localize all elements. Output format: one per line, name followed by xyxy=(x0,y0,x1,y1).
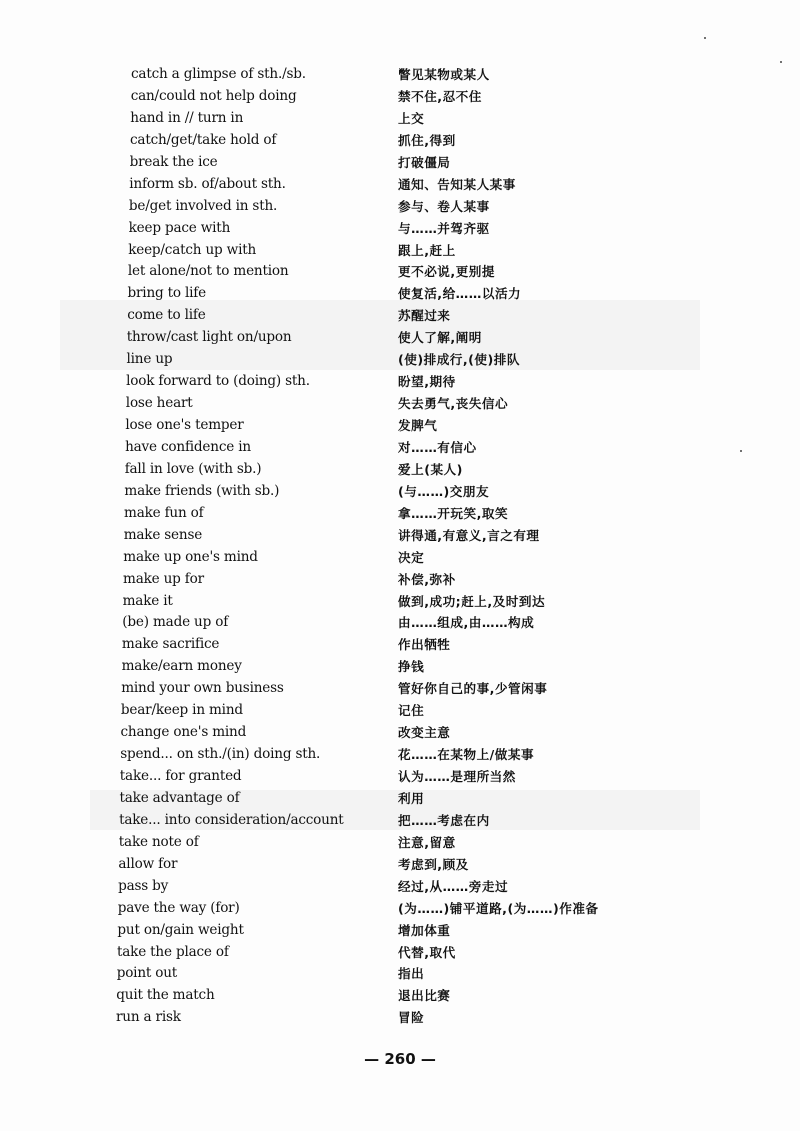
phrase-english: keep pace with xyxy=(128,219,231,236)
phrase-english: make fun of xyxy=(124,504,204,521)
phrase-chinese: 指出 xyxy=(398,966,425,982)
phrase-english: lose one's temper xyxy=(125,417,244,433)
phrase-english: mind your own business xyxy=(121,680,284,697)
phrase-row xyxy=(0,152,800,174)
phrase-english: pass by xyxy=(118,877,169,894)
phrase-chinese: 补偿,弥补 xyxy=(398,571,456,587)
phrase-english: make it xyxy=(122,592,173,609)
phrase-chinese: 参与、卷人某事 xyxy=(398,198,490,214)
scan-speck xyxy=(780,61,782,63)
phrase-english: take advantage of xyxy=(119,789,240,806)
phrase-row xyxy=(0,481,800,503)
phrase-row xyxy=(0,525,800,547)
phrase-english: line up xyxy=(126,351,173,368)
phrase-chinese: 使人了解,阐明 xyxy=(398,330,482,346)
phrase-row xyxy=(0,985,800,1007)
phrase-row xyxy=(0,415,800,437)
phrase-row xyxy=(0,942,800,964)
phrase-row xyxy=(0,788,800,810)
phrase-chinese: 讲得通,有意义,言之有理 xyxy=(398,527,540,543)
phrase-row xyxy=(0,218,800,240)
phrase-english: keep/catch up with xyxy=(128,241,257,258)
phrase-row xyxy=(0,898,800,920)
phrase-chinese: 禁不住,忍不住 xyxy=(398,88,482,104)
phrase-chinese: 拿……开玩笑,取笑 xyxy=(398,505,509,521)
phrase-row xyxy=(0,240,800,262)
phrase-english: take the place of xyxy=(117,943,229,960)
scan-speck xyxy=(704,37,706,39)
phrase-chinese: 花……在某物上/做某事 xyxy=(398,747,535,763)
phrase-row xyxy=(0,591,800,613)
phrase-chinese: 通知、告知某人某事 xyxy=(398,176,516,192)
phrase-english: make/earn money xyxy=(121,658,242,675)
phrase-row xyxy=(0,108,800,130)
phrase-english: break the ice xyxy=(129,153,218,170)
phrase-english: spend... on sth./(in) doing sth. xyxy=(120,746,321,763)
phrase-row xyxy=(0,656,800,678)
page-number: — 260 — xyxy=(364,1050,436,1068)
phrase-english: catch/get/take hold of xyxy=(130,131,277,148)
phrase-chinese: 利用 xyxy=(398,790,425,806)
phrase-row xyxy=(0,327,800,349)
phrase-chinese: 盼望,期待 xyxy=(398,374,456,390)
phrase-row xyxy=(0,349,800,371)
phrase-english: fall in love (with sb.) xyxy=(124,460,262,477)
phrase-chinese: 认为……是理所当然 xyxy=(398,769,516,784)
phrase-row xyxy=(0,744,800,766)
phrase-row xyxy=(0,261,800,283)
phrase-chinese: 更不必说,更别提 xyxy=(398,264,495,280)
phrase-english: point out xyxy=(116,965,178,982)
phrase-chinese: 挣钱 xyxy=(398,659,425,675)
phrase-english: pave the way (for) xyxy=(117,899,240,916)
phrase-chinese: 管好你自己的事,少管闲事 xyxy=(398,681,548,697)
phrase-chinese: 与……并驾齐驱 xyxy=(398,220,490,236)
phrase-chinese: 改变主意 xyxy=(398,725,451,741)
phrase-english: allow for xyxy=(118,855,178,872)
phrase-row xyxy=(0,569,800,591)
phrase-chinese: 发脾气 xyxy=(398,418,438,433)
phrase-chinese: 注意,留意 xyxy=(398,834,456,850)
phrase-english: make sense xyxy=(123,526,203,543)
phrase-english: bear/keep in mind xyxy=(120,702,243,719)
phrase-row xyxy=(0,678,800,700)
phrase-row xyxy=(0,766,800,788)
phrase-english: (be) made up of xyxy=(122,614,229,631)
phrase-row xyxy=(0,963,800,985)
phrase-english: take... into consideration/account xyxy=(119,811,344,828)
phrase-row xyxy=(0,437,800,459)
phrase-chinese: 失去勇气,丧失信心 xyxy=(398,396,509,412)
phrase-row xyxy=(0,371,800,393)
phrase-row xyxy=(0,612,800,634)
phrase-english: run a risk xyxy=(116,1009,181,1026)
phrase-chinese: 上交 xyxy=(398,110,425,126)
phrase-english: make up for xyxy=(123,570,204,587)
phrase-english: take... for granted xyxy=(119,768,242,784)
phrase-chinese: 爱上(某人) xyxy=(398,461,463,477)
phrase-chinese: 跟上,赶上 xyxy=(398,242,456,258)
phrase-chinese: 抓住,得到 xyxy=(398,132,456,148)
phrase-english: inform sb. of/about sth. xyxy=(129,175,286,192)
phrase-english: bring to life xyxy=(127,285,206,302)
phrase-english: catch a glimpse of sth./sb. xyxy=(131,66,306,82)
phrase-english: come to life xyxy=(127,307,206,324)
phrase-chinese: 增加体重 xyxy=(398,922,451,938)
phrase-chinese: (为……)铺平道路,(为……)作准备 xyxy=(398,900,599,916)
phrase-english: be/get involved in sth. xyxy=(128,197,278,214)
phrase-chinese: 考虑到,顾及 xyxy=(398,856,469,872)
phrase-row xyxy=(0,503,800,525)
phrase-chinese: 经过,从……旁走过 xyxy=(398,878,509,894)
phrase-row xyxy=(0,459,800,481)
phrase-english: have confidence in xyxy=(125,438,251,455)
phrase-english: take note of xyxy=(118,833,199,850)
phrase-row xyxy=(0,305,800,327)
phrase-list xyxy=(0,64,800,1029)
phrase-chinese: 作出牺牲 xyxy=(398,637,451,653)
phrase-chinese: (与……)交朋友 xyxy=(398,483,490,499)
phrase-row xyxy=(0,174,800,196)
phrase-chinese: 代替,取代 xyxy=(398,944,456,960)
phrase-english: change one's mind xyxy=(120,724,247,741)
phrase-english: hand in // turn in xyxy=(130,109,244,126)
phrase-english: make sacrifice xyxy=(121,636,220,653)
phrase-chinese: 做到,成功;赶上,及时到达 xyxy=(398,593,546,609)
phrase-row xyxy=(0,130,800,152)
phrase-row xyxy=(0,86,800,108)
phrase-chinese: 把……考虑在内 xyxy=(398,812,490,828)
phrase-english: put on/gain weight xyxy=(117,921,244,938)
phrase-row xyxy=(0,810,800,832)
phrase-chinese: 对……有信心 xyxy=(398,439,477,455)
phrase-row xyxy=(0,854,800,876)
phrase-row xyxy=(0,283,800,305)
phrase-chinese: 苏醒过来 xyxy=(398,308,451,324)
phrase-row xyxy=(0,1007,800,1029)
phrase-chinese: 记住 xyxy=(398,703,425,719)
phrase-english: lose heart xyxy=(125,395,193,412)
phrase-row xyxy=(0,700,800,722)
phrase-row xyxy=(0,196,800,218)
phrase-row xyxy=(0,393,800,415)
phrase-english: can/could not help doing xyxy=(130,87,297,104)
phrase-english: make friends (with sb.) xyxy=(124,482,280,499)
phrase-chinese: 退出比赛 xyxy=(398,988,451,1004)
phrase-chinese: 瞥见某物或某人 xyxy=(398,67,490,82)
phrase-chinese: 打破僵局 xyxy=(398,154,451,170)
phrase-chinese: 决定 xyxy=(398,549,425,565)
phrase-row xyxy=(0,920,800,942)
phrase-chinese: 使复活,给……以活力 xyxy=(398,286,522,302)
phrase-chinese: (使)排成行,(使)排队 xyxy=(398,352,520,368)
phrase-english: quit the match xyxy=(116,987,215,1004)
phrase-row xyxy=(0,634,800,656)
phrase-row xyxy=(0,547,800,569)
phrase-english: let alone/not to mention xyxy=(127,263,289,280)
phrase-row xyxy=(0,876,800,898)
phrase-chinese: 冒险 xyxy=(398,1010,425,1026)
phrase-english: make up one's mind xyxy=(123,548,258,565)
phrase-chinese: 由……组成,由……构成 xyxy=(398,615,535,631)
phrase-row xyxy=(0,722,800,744)
phrase-row xyxy=(0,832,800,854)
phrase-english: look forward to (doing) sth. xyxy=(126,373,310,390)
phrase-english: throw/cast light on/upon xyxy=(126,329,292,346)
phrase-row xyxy=(0,64,800,86)
